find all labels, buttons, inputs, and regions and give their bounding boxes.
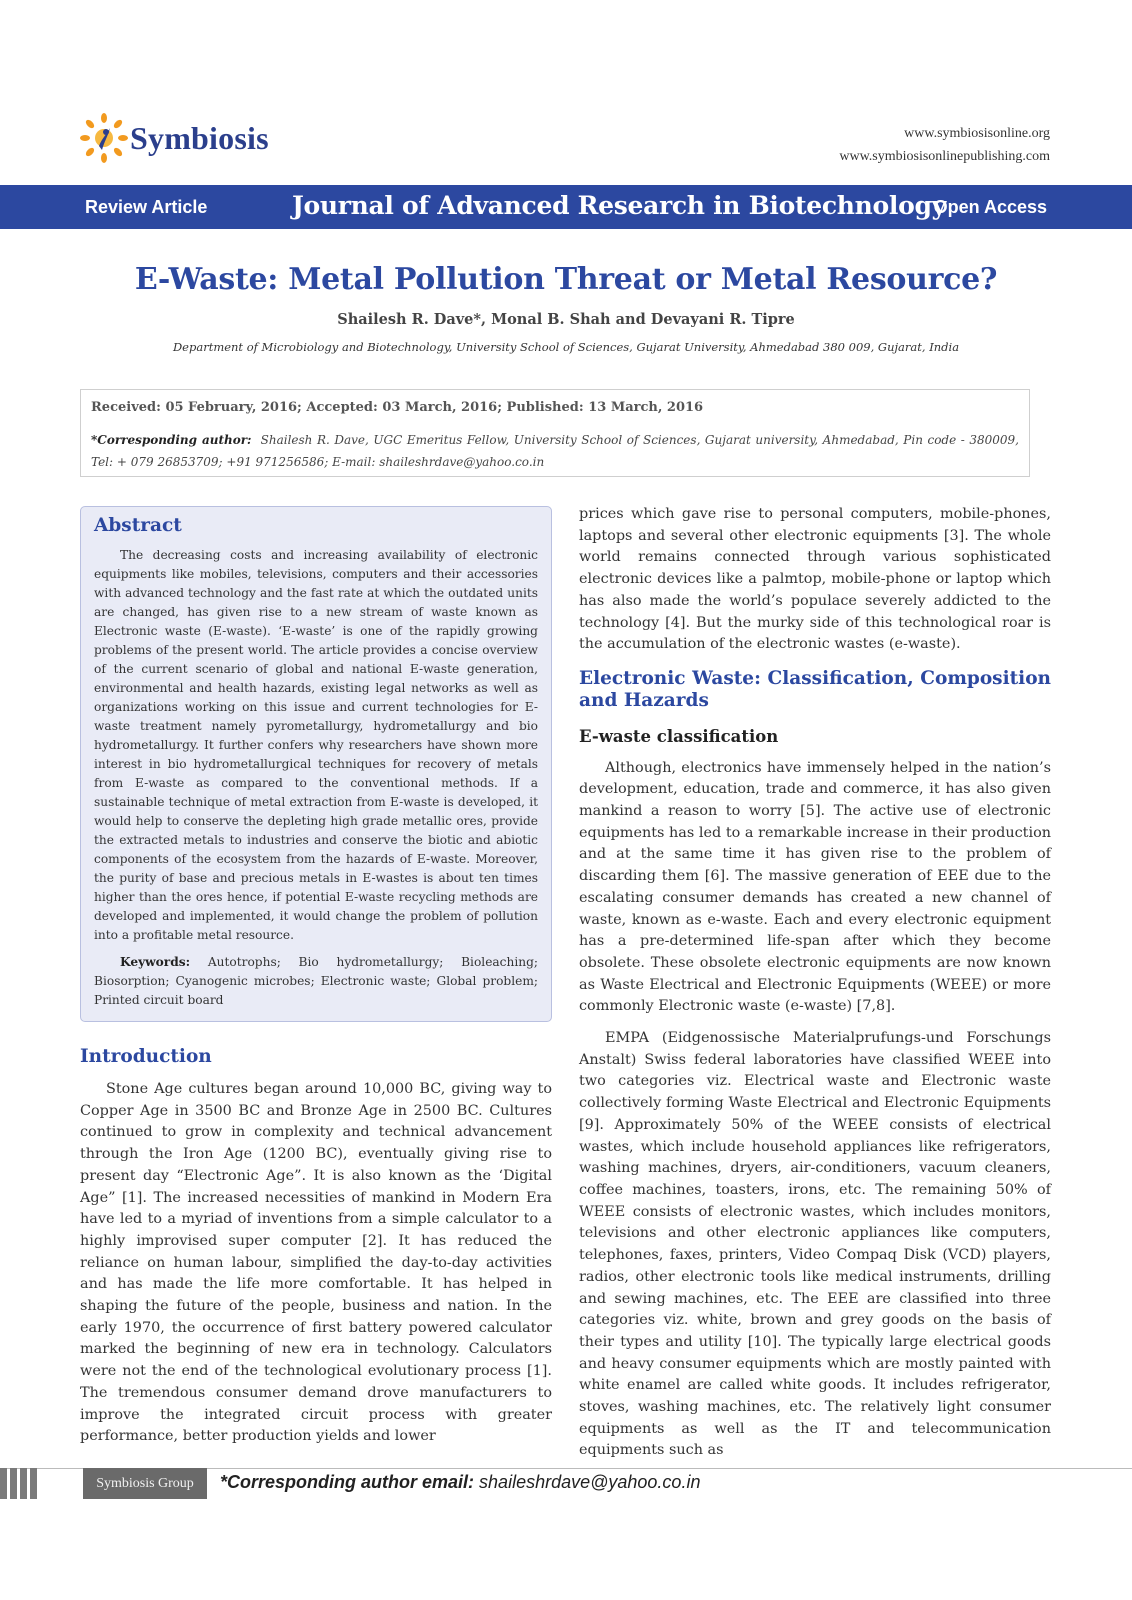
right-column [579, 504, 1051, 1462]
abstract-heading: Abstract [94, 515, 182, 536]
corresponding-author-label: *Corresponding author: [91, 433, 252, 447]
corresponding-author-details: Shailesh R. Dave, UGC Emeritus Fellow, University School of Sciences, Gujarat university, Ahmedabad, Pin code - 380009, Tel: + 079 26853709; +91 971256586; E-mail: shaileshrdave@yahoo.co.in [91, 433, 1019, 469]
corresponding-author [91, 429, 1019, 473]
introduction-paragraph: Stone Age cultures began around 10,000 BC, giving way to Copper Age in 3500 BC and Bronze Age in 2500 BC. Cultures continued to grow in complexity and technical advancement through the Iron Age (1200 BC), eventually giving rise to present day “Electronic Age”. It is also known as the ‘Digital Age” [1]. The increased necessities of mankind in Modern Era have led to a myriad of inventions from a simple calculator to a highly improvised super computer [2]. It has reduced the reliance on human labour, simplified the day-to-day activities and has made the life more comfortable. It has helped in shaping the future of the people, business and nation. In the early 1970, the occurrence of first battery powered calculator marked the beginning of new era in technology. Calculators were not the end of the technological evolutionary process [1]. The tremendous consumer demand drove manufacturers to improve the integrated circuit process with greater performance, better production yields and lower [80, 1081, 552, 1445]
classification-paragraph-2: EMPA (Eidgenossische Materialprufungs-und Forschungs Anstalt) Swiss federal laboratories have classified WEEE into two categories viz. Electrical waste and Electronic waste collectively forming Waste Electrical and Electronic Equipments [9]. Approximately 50% of the WEEE consists of electrical wastes, which include household appliances like refrigerators, washing machines, dryers, air-conditioners, vacuum cleaners, coffee machines, toasters, irons, etc. The remaining 50% of WEEE consists of electronic wastes, which includes monitors, televisions and other electronic appliances like computers, telephones, faxes, printers, Video Compaq Disk (VCD) players, radios, other electronic tools like medical instruments, drilling and sewing machines, etc. The EEE are classified into three categories viz. white, brown and grey goods on the basis of their types and utility [10]. The typically large electrical goods and heavy consumer equipments which are mostly painted with white enamel are called white goods. It includes refrigerator, stoves, washing machines, etc. The relatively light consumer equipments as well as the IT and telecommunication equipments such as [579, 1030, 1051, 1459]
article-authors: Shailesh R. Dave*, Monal B. Shah and Devayani R. Tipre [337, 311, 795, 328]
logo-text: Symbiosis [130, 119, 269, 156]
publication-dates: Received: 05 February, 2016; Accepted: 03 March, 2016; Published: 13 March, 2016 [91, 400, 704, 415]
article-title: E-Waste: Metal Pollution Threat or Metal Resource? [134, 262, 998, 297]
symbiosis-emblem-icon [80, 112, 128, 164]
article-affiliation: Department of Microbiology and Biotechnology, University School of Sciences, Gujarat University, Ahmedabad 380 009, Gujarat, India [172, 340, 960, 354]
footer-email-label: *Corresponding author email: [220, 1472, 475, 1492]
header-urls [839, 122, 1050, 168]
url-symbiosisonlinepublishing[interactable]: www.symbiosisonlinepublishing.com [839, 149, 1050, 164]
url-symbiosisonline[interactable]: www.symbiosisonline.org [904, 126, 1050, 141]
keywords [94, 953, 538, 1010]
keywords-label: Keywords: [120, 955, 191, 969]
journal-banner [0, 185, 1132, 229]
footer-email-address[interactable]: shaileshrdave@yahoo.co.in [479, 1472, 701, 1492]
abstract-box [80, 506, 552, 1022]
keywords-list: Autotrophs; Bio hydrometallurgy; Bioleaching; Biosorption; Cyanogenic microbes; Electronic waste; Global problem; Printed circuit board [94, 955, 539, 1007]
abstract-text: The decreasing costs and increasing availability of electronic equipments like mobiles, televisions, computers and their accessories with advanced technology and the fast rate at which the outdated units are changed, has given rise to a new stream of waste known as Electronic waste (E-waste). ‘E-waste’ is one of the rapidly growing problems of the present world. The article provides a concise overview of the current scenario of global and national E-waste generation, environmental and health hazards, existing legal networks as well as organizations working on this issue and current technologies for E-waste treatment namely pyrometallurgy, hydrometallurgy and bio hydrometallurgy. It further confers why researchers have shown more interest in bio hydrometallurgical techniques for recovery of metals from E-waste as compared to the conventional methods. If a sustainable technique of metal extraction from E-waste is developed, it would help to conserve the depleting high grade metallic ores, provide the extracted metals to industries and conserve the biotic and abiotic components of the ecosystem from the hazards of E-waste. Moreover, the purity of base and precious metals in E-wastes is about ten times higher than the ores hence, if potential E-waste recycling methods are developed and implemented, it would change the problem of pollution into a profitable metal resource. [94, 548, 538, 942]
subheading-ewaste-classification: E-waste classification [579, 726, 779, 746]
symbiosis-logo [80, 112, 269, 164]
introduction-continuation: prices which gave rise to personal computers, mobile-phones, laptops and several other electronic equipments [3]. The whole world remains connected through various sophisticated electronic devices like a palmtop, mobile-phone or laptop which has also made the world’s populace severely addicted to the technology [4]. But the murky side of this technological roar is the accumulation of the electronic wastes (e-waste). [579, 506, 1051, 653]
open-access-label: Open Access [933, 197, 1047, 217]
introduction-section [80, 1046, 552, 1448]
article-info-box [80, 389, 1030, 477]
footer-group-label: Symbiosis Group [83, 1468, 207, 1499]
classification-paragraph-1: Although, electronics have immensely helped in the nation’s development, education, trade and commerce, it has also given mankind a reason to worry [5]. The active use of electronic equipments has led to a remarkable increase in their production and at the same time it has given rise to the problem of discarding them [6]. The massive generation of EEE due to the escalating consumer demands has created a new channel of waste, known as e-waste. Each and every electronic equipment has a pre-determined life-span after which they become obsolete. These obsolete electronic equipments are now known as Waste Electrical and Electronic Equipments (WEEE) or more commonly Electronic waste (e-waste) [7,8]. [579, 759, 1051, 1015]
footer-corresponding-email [220, 1472, 700, 1493]
introduction-heading: Introduction [80, 1046, 212, 1067]
footer-stripes [0, 1468, 40, 1499]
journal-title: Journal of Advanced Research in Biotechnology [292, 191, 946, 220]
section-heading-electronic-waste: Electronic Waste: Classification, Composition and Hazards [579, 667, 1051, 711]
article-type-label: Review Article [85, 197, 208, 217]
